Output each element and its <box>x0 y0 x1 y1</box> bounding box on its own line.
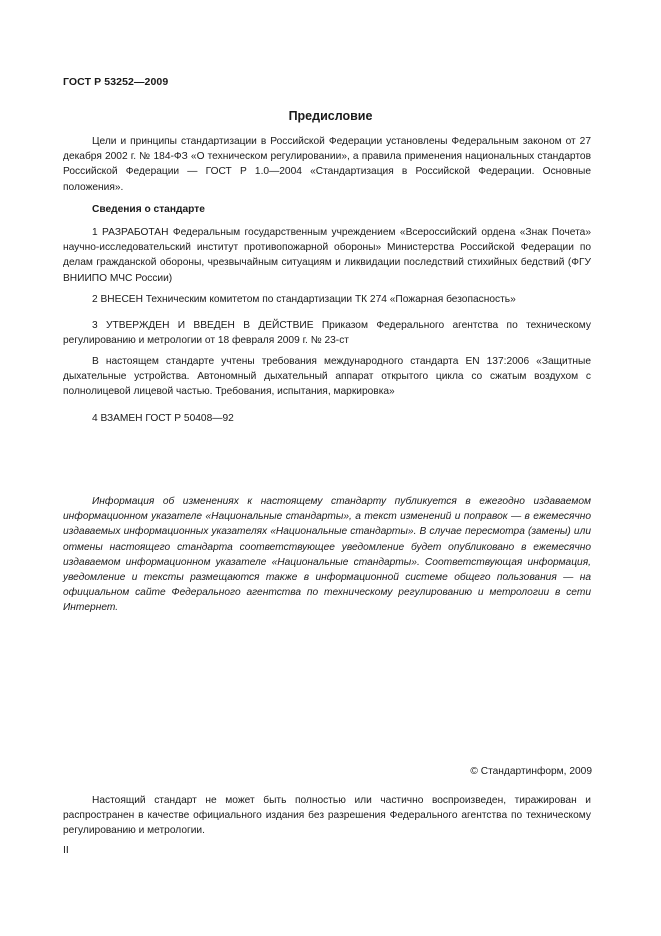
item-submitted: 2 ВНЕСЕН Техническим комитетом по стандартизации ТК 274 «Пожарная безопасность» <box>92 294 516 305</box>
copyright-line: © Стандартинформ, 2009 <box>470 766 592 777</box>
reproduction-notice: Настоящий стандарт не может быть полностью или частично воспроизведен, тиражирован и распространен в качестве официального издания без разрешения Федерального агентства по техническому регулированию и метрологии. <box>63 795 591 837</box>
item-replaces: 4 ВЗАМЕН ГОСТ Р 50408—92 <box>92 413 234 424</box>
item-requirements-note: В настоящем стандарте учтены требования международного стандарта EN 137:2006 «Защитные дыхательные устройства. Автономный дыхательный аппарат открытого цикла со сжатым воздухом с полнолицевой лицевой частью. Требования, испытания, маркировка» <box>63 356 591 398</box>
notice-paragraph: Информация об изменениях к настоящему стандарту публикуется в ежегодно издаваемом информационном указателе «Национальные стандарты», а текст изменений и поправок — в ежемесячно издаваемых информационных указателях «Национальные стандарты». В случае пересмотра (замены) или отмены настоящего стандарта соответствующее уведомление будет опубликовано в ежемесячно издаваемом информационном указателе «Национальные стандарты». Соответствующая информация, уведомление и тексты размещаются также в информационной системе общего пользования — на официальном сайте Федерального агентства по техническому регулированию и метрологии в сети Интернет. <box>63 496 591 614</box>
page-title: Предисловие <box>288 109 373 123</box>
intro-paragraph: Цели и принципы стандартизации в Российской Федерации установлены Федеральным законом от 27 декабря 2002 г. № 184-ФЗ «О техническом регулировании», а правила применения национальных стандартов Российской Федерации — ГОСТ Р 1.0—2004 «Стандартизация в Российской Федерации. Основные положения». <box>63 136 591 193</box>
item-developed: 1 РАЗРАБОТАН Федеральным государственным учреждением «Всероссийский ордена «Знак Почета» научно-исследовательский институт противопожарной обороны» Министерства Российской Федерации по делам гражданской обороны, чрезвычайным ситуациям и ликвидации последствий стихийных бедствий (ФГУ ВНИИПО МЧС России) <box>63 227 591 284</box>
info-heading: Сведения о стандарте <box>92 204 205 215</box>
standard-code-header: ГОСТ Р 53252—2009 <box>63 76 169 88</box>
page-number: II <box>63 844 69 856</box>
item-approved: 3 УТВЕРЖДЕН И ВВЕДЕН В ДЕЙСТВИЕ Приказом Федерального агентства по техническому регулированию и метрологии от 18 февраля 2009 г. № 23-ст <box>63 320 591 347</box>
